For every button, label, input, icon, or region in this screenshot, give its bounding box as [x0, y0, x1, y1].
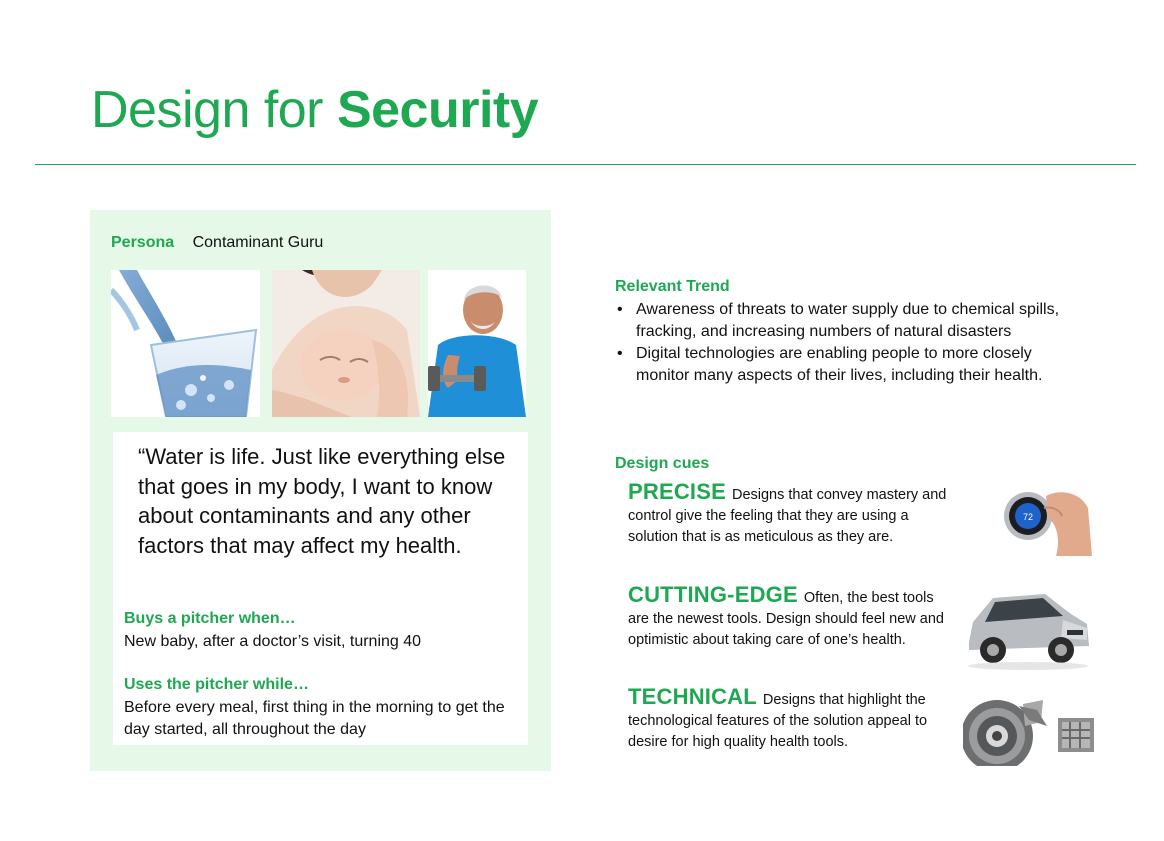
title-emphasis: Security — [336, 81, 539, 139]
mother-with-baby-photo — [272, 270, 420, 417]
silver-suv-photo — [963, 584, 1093, 674]
trend-item: • Awareness of threats to water supply due to chemical spills, fracking, and increasing numbers of natural disasters — [615, 299, 1085, 343]
thermostat-photo — [976, 478, 1092, 556]
persona-quote-card — [113, 432, 528, 745]
cue-cutting-edge — [628, 584, 958, 651]
page-title — [91, 80, 538, 140]
cue-title: CUTTING-EDGE — [628, 582, 798, 607]
persona-label: Persona — [111, 234, 175, 251]
uses-heading: Uses the pitcher while… — [124, 676, 309, 693]
persona-panel — [90, 210, 551, 771]
design-cues-heading: Design cues — [615, 455, 710, 472]
water-pouring-glass-photo — [111, 270, 260, 417]
cue-technical — [628, 686, 958, 753]
persona-name: Contaminant Guru — [192, 234, 324, 251]
bike-cassette-gear-photo — [963, 696, 1100, 766]
relevant-trend-heading: Relevant Trend — [615, 278, 730, 295]
older-man-with-dumbbell-photo — [428, 270, 526, 417]
buys-text: New baby, after a doctor’s visit, turning 40 — [124, 633, 422, 650]
title-prefix: Design for — [91, 81, 323, 139]
title-divider — [35, 164, 1136, 165]
cue-text: Often, the best tools are the newest tools. Design should feel new and optimistic about taking care of one’s health. — [628, 590, 944, 648]
uses-text: Before every meal, first thing in the morning to get the day started, all throughout the day — [124, 699, 505, 738]
trend-item: • Digital technologies are enabling people to more closely monitor many aspects of their lives, including their health. — [615, 343, 1085, 387]
persona-quote: “Water is life. Just like everything else that goes in my body, I want to know about contaminants and any other factors that may affect my health. — [138, 444, 506, 558]
cue-text: Designs that convey mastery and control give the feeling that they are using a solution that is as meticulous as they are. — [628, 487, 947, 545]
thermostat-readout: 72 — [1022, 512, 1034, 522]
persona-header — [111, 234, 323, 252]
cue-text: Designs that highlight the technological features of the solution appeal to desire for high quality health tools. — [628, 692, 928, 750]
relevant-trend-list — [615, 299, 1085, 387]
cue-title: PRECISE — [628, 479, 726, 504]
cue-title: TECHNICAL — [628, 684, 757, 709]
cue-precise — [628, 481, 958, 548]
buys-heading: Buys a pitcher when… — [124, 610, 296, 627]
